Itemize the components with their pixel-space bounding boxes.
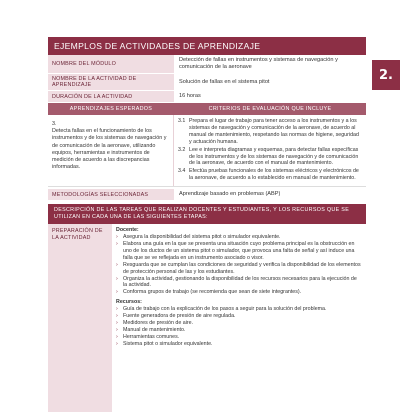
info-label: NOMBRE DE LA ACTIVIDAD DE APRENDIZAJE [48,74,174,90]
list-item-text: Resguarda que se cumplan las condiciones de seguridad y verifica la disponibilidad de los elementos de protección personal de las y los estudiantes. [123,261,361,275]
methodology-label: METODOLOGÍAS SELECCIONADAS [48,189,174,200]
criterion-number: 3.1 [178,118,186,124]
bullet-chevron-icon: › [116,234,118,241]
description-header: DESCRIPCIÓN DE LAS TAREAS QUE REALIZAN DOCENTES Y ESTUDIANTES, Y LOS RECURSOS QUE SE UTILIZAN EN CADA UNA DE LAS SIGUIENTES ETAPAS: [48,204,366,224]
bullet-chevron-icon: › [116,319,118,326]
list-item [116,306,362,313]
list-item-text: Medidores de presión de aire. [123,319,194,326]
list-item [116,276,362,290]
list-item [116,234,362,241]
list-item-text: Conforma grupos de trabajo (se recomienda que sean de siete integrantes). [123,289,302,296]
document-title: EJEMPLOS DE ACTIVIDADES DE APRENDIZAJE [48,37,366,55]
learning-criteria-row [48,115,366,187]
expected-learning-header: APRENDIZAJES ESPERADOS [48,103,174,115]
expected-learning-text: Detecta fallas en el funcionamiento de los instrumentos y de los sistemas de navegación y de comunicación de la aeronave, utilizando equipos, herramientas e instrumentos de medición de acuerdo a las discrepancias informadas. [52,128,167,171]
bullet-chevron-icon: › [116,261,118,268]
list-item [116,341,362,348]
recursos-title: Recursos: [116,299,142,306]
list-item [116,262,362,276]
bullet-chevron-icon: › [116,326,118,333]
info-value: 16 horas [174,91,366,102]
list-item-text: Sistema pitot o simulador equivalente. [123,340,213,347]
methodology-value: Aprendizaje basado en problemas (ABP) [174,189,366,200]
preparation-label: PREPARACIÓN DE LA ACTIVIDAD [48,224,112,412]
list-item-text: Elabora una guía en la que se presenta una situación cuyo problema principal es la obstrucción en uno de los ductos de un sistema pitot o simulador, que provoca una falta de señal y así induce una falla que se ve reflejada en un instrumento asociado o visor. [123,240,355,261]
list-item-text: Guía de trabajo con la explicación de los pasos a seguir para la solución del problema. [123,306,327,313]
bullet-chevron-icon: › [116,313,118,320]
activity-document [48,37,366,412]
list-item [116,334,362,341]
list-item [116,320,362,327]
list-item [116,327,362,334]
docente-title: Docente: [116,227,139,234]
info-label: DURACIÓN DE LA ACTIVIDAD [48,91,174,102]
criterion-item [178,168,362,182]
list-item-text: Organiza la actividad, gestionando la disponibilidad de los recursos necesarios para la ejecución de la actividad. [123,275,357,289]
list-item [116,241,362,262]
criterion-item [178,147,362,168]
list-item-text: Herramientas comunes. [123,333,180,340]
expected-learning-cell [48,115,174,186]
expected-learning-number: 3. [52,121,57,127]
bullet-chevron-icon: › [116,333,118,340]
info-row [48,74,366,91]
info-row [48,91,366,103]
criteria-list [174,115,366,186]
list-item-text: Asegura la disponibilidad del sistema pitot o simulador equivalente. [123,234,281,241]
preparation-row [48,224,366,412]
info-value: Detección de fallas en instrumentos y sistemas de navegación y comunicación de la aeronave [174,55,366,73]
list-item-text: Fuente generadora de presión de aire regulada. [123,313,236,320]
criterion-text: Efectúa pruebas funcionales de los sistemas eléctricos y electrónicos de la aeronave, de acuerdo a lo establecido en manual de mantenimiento. [189,168,359,182]
list-item [116,289,362,296]
info-value: Solución de fallas en el sistema pitot [174,74,366,90]
bullet-chevron-icon: › [116,275,118,282]
section-subheaders [48,103,366,115]
list-item-text: Manual de mantenimiento. [123,326,186,333]
bullet-chevron-icon: › [116,306,118,313]
bullet-chevron-icon: › [116,340,118,347]
bullet-chevron-icon: › [116,240,118,247]
criterion-text: Prepara el lugar de trabajo para tener acceso a los instrumentos y a los sistemas de navegación y comunicación de la aeronave, de acuerdo al manual de mantenimiento, respetando las normas de higiene, seguridad y actuación humana. [189,118,359,145]
criterion-number: 3.2 [178,146,186,153]
criteria-header: CRITERIOS DE EVALUACIÓN QUE INCLUYE [174,103,366,115]
criterion-number: 3.4 [178,168,186,175]
info-label: NOMBRE DEL MÓDULO [48,55,174,73]
criterion-item [178,118,362,146]
criterion-text: Lee e interpreta diagramas y esquemas, para detectar fallas específicas de los instrumentos y de los sistemas de navegación y de comunicación de la aeronave, de acuerdo con el manual de mantenimiento. [189,146,359,167]
chapter-tab: 2. [372,60,400,90]
bullet-chevron-icon: › [116,289,118,296]
methodology-row [48,189,366,201]
preparation-body [112,224,366,412]
list-item [116,313,362,320]
info-row [48,55,366,74]
